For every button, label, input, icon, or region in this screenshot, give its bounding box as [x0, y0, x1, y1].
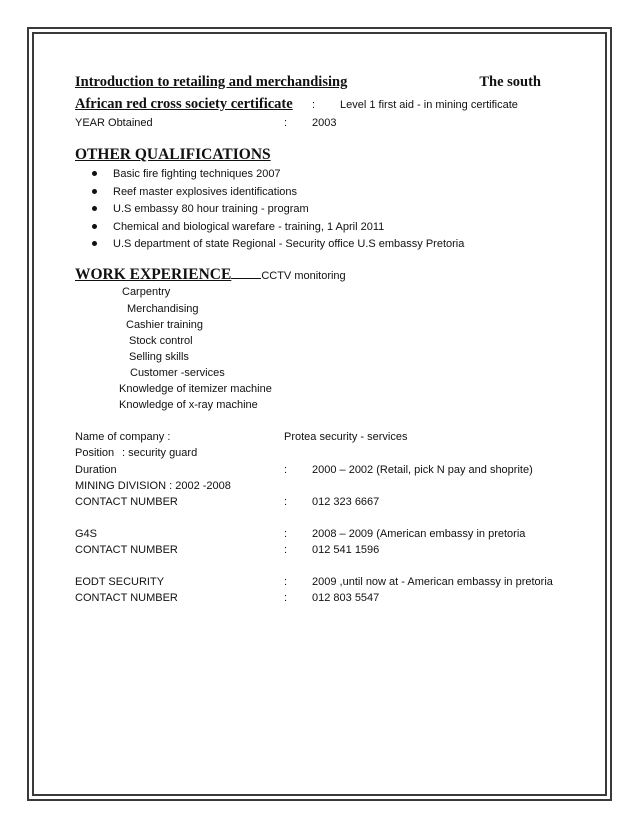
- qualifications-list: [92, 167, 464, 255]
- duration-label: Duration: [75, 464, 117, 476]
- contact-number-separator: :: [284, 592, 288, 604]
- bullet-icon: [92, 189, 97, 194]
- intro-heading-line1: [75, 74, 541, 91]
- g4s-label: G4S: [75, 528, 98, 540]
- bullet-icon: [92, 241, 97, 246]
- year-obtained-label: YEAR Obtained: [75, 117, 153, 129]
- contact-number-label: CONTACT NUMBER: [75, 592, 178, 604]
- contact-number-value: 012 323 6667: [312, 496, 380, 508]
- mining-division-line: MINING DIVISION : 2002 -2008: [75, 480, 231, 492]
- duration-separator: :: [284, 464, 288, 476]
- other-qualifications-title: OTHER QUALIFICATIONS: [75, 146, 271, 163]
- title-underline-gap: [231, 266, 261, 279]
- skill-item: Stock control: [129, 335, 193, 347]
- intro-south-text: The south: [479, 74, 541, 90]
- contact-number-separator: :: [284, 544, 288, 556]
- skill-item: Merchandising: [127, 303, 199, 315]
- skill-item: Cashier training: [126, 319, 204, 331]
- company-name-value: Protea security - services: [284, 431, 408, 443]
- list-item: Chemical and biological warefare - training, 1 April 2011: [92, 220, 464, 238]
- list-item: U.S embassy 80 hour training - program: [92, 202, 464, 220]
- skill-item: Selling skills: [129, 351, 189, 363]
- certificate-title: African red cross society certificate: [75, 96, 293, 112]
- bullet-icon: [92, 224, 97, 229]
- contact-number-label: CONTACT NUMBER: [75, 496, 178, 508]
- skill-item: Customer -services: [130, 367, 225, 379]
- company-name-label: Name of company :: [75, 431, 171, 443]
- intro-course-title: Introduction to retailing and merchandising: [75, 74, 348, 90]
- year-obtained-value: 2003: [312, 117, 337, 129]
- duration-value: 2000 – 2002 (Retail, pick N pay and shoprite): [312, 464, 533, 476]
- list-item: Basic fire fighting techniques 2007: [92, 167, 464, 185]
- eodt-security-value: 2009 ,until now at - American embassy in pretoria: [312, 576, 553, 588]
- skill-item: Knowledge of x-ray machine: [119, 399, 258, 411]
- skill-item: Carpentry: [122, 286, 171, 298]
- work-experience-title: WORK EXPERIENCE: [75, 266, 232, 283]
- g4s-value: 2008 – 2009 (American embassy in pretoria: [312, 528, 526, 540]
- work-experience-first-skill: CCTV monitoring: [261, 270, 346, 282]
- year-obtained-separator: :: [284, 117, 288, 129]
- contact-number-separator: :: [284, 496, 288, 508]
- work-experience-heading: [75, 266, 346, 284]
- certificate-separator: :: [312, 99, 316, 111]
- bullet-icon: [92, 206, 97, 211]
- position-value: : security guard: [122, 447, 198, 459]
- intro-heading-line2: [75, 95, 293, 113]
- contact-number-value: 012 541 1596: [312, 544, 380, 556]
- contact-number-label: CONTACT NUMBER: [75, 544, 178, 556]
- eodt-security-label: EODT SECURITY: [75, 576, 165, 588]
- position-label: Position: [75, 447, 115, 459]
- bullet-icon: [92, 171, 97, 176]
- g4s-separator: :: [284, 528, 288, 540]
- skill-item: Knowledge of itemizer machine: [119, 383, 272, 395]
- contact-number-value: 012 803 5547: [312, 592, 380, 604]
- list-item: U.S department of state Regional - Security office U.S embassy Pretoria: [92, 237, 464, 255]
- list-item: Reef master explosives identifications: [92, 185, 464, 203]
- certificate-level: Level 1 first aid - in mining certificate: [340, 99, 518, 111]
- eodt-security-separator: :: [284, 576, 288, 588]
